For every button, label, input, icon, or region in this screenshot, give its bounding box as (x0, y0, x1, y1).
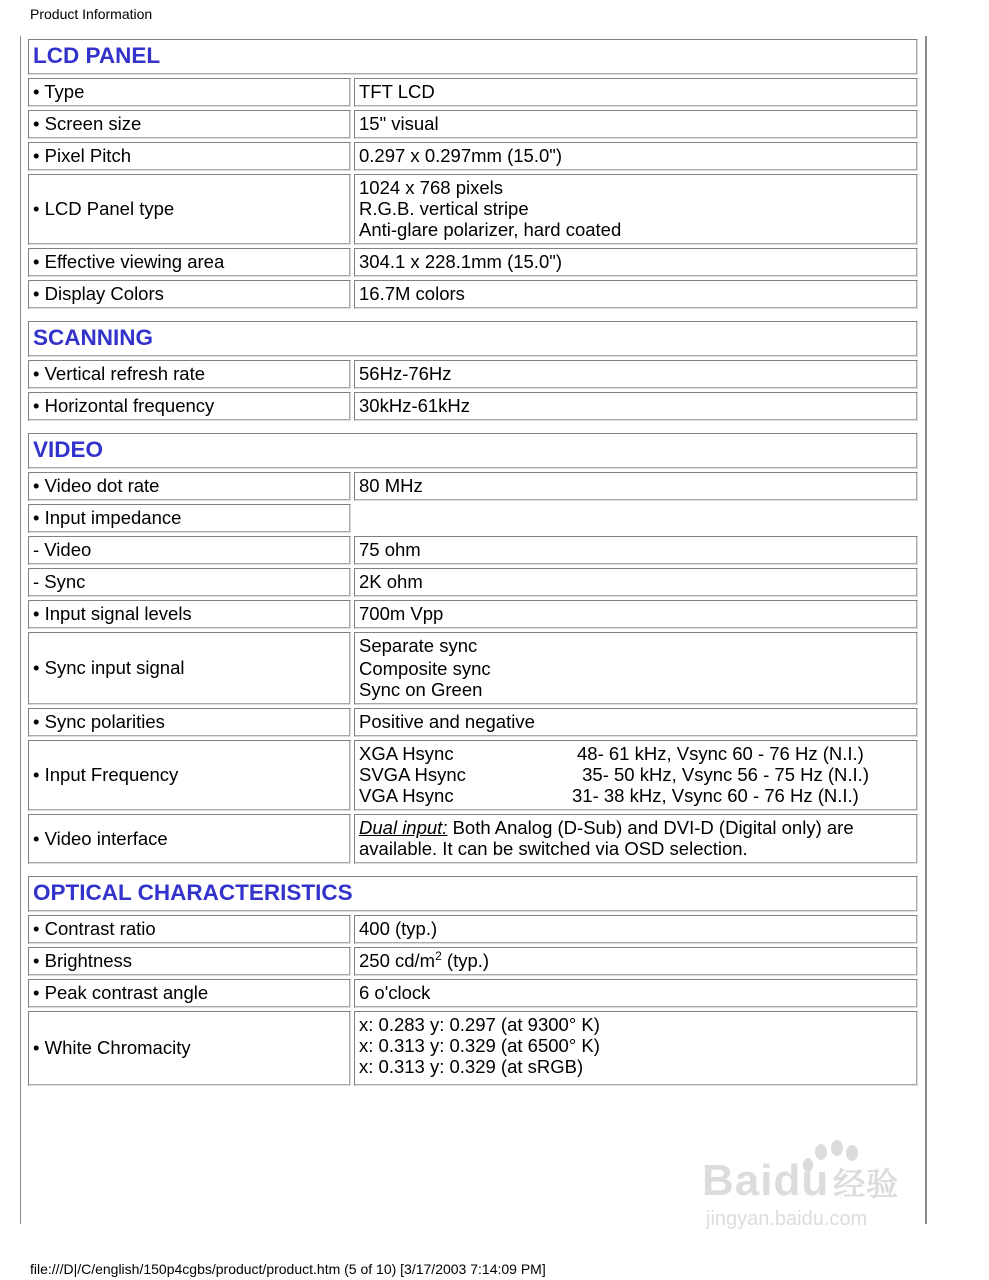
spec-value-line: x: 0.313 y: 0.329 (at 6500° K) (359, 1035, 600, 1056)
spec-row-brightness (28, 947, 918, 976)
spec-row-horizontal-frequency (28, 392, 918, 421)
spec-label: • LCD Panel type (28, 174, 351, 245)
spec-value: 700m Vpp (354, 600, 918, 629)
dual-input-lead: Dual input: (359, 817, 448, 838)
spec-row-input-frequency (28, 740, 918, 811)
spec-label: • Type (28, 78, 351, 107)
spec-value: 6 o'clock (354, 979, 918, 1008)
frequency-mode: SVGA Hsync (359, 764, 466, 785)
spec-label: • Input signal levels (28, 600, 351, 629)
spec-label: • Pixel Pitch (28, 142, 351, 171)
spec-label: • Brightness (28, 947, 351, 976)
watermark-url: jingyan.baidu.com (706, 1208, 868, 1230)
section-title-video: VIDEO (28, 433, 918, 469)
spec-value (354, 174, 918, 245)
spec-row-impedance-sync (28, 568, 918, 597)
spec-value: Positive and negative (354, 708, 918, 737)
baidu-watermark (700, 1140, 930, 1250)
section-row-lcd-panel (28, 39, 918, 75)
frequency-line (359, 785, 913, 806)
spec-row-input-signal-levels (28, 600, 918, 629)
spec-row-vertical-refresh (28, 360, 918, 389)
spec-row-pixel-pitch (28, 142, 918, 171)
spec-row-type (28, 78, 918, 107)
spec-row-video-dot-rate (28, 472, 918, 501)
spec-value-empty (354, 504, 918, 533)
video-interface-text: Both Analog (D-Sub) and DVI-D (Digital only) are available. It can be switched via OSD selection. (359, 817, 854, 859)
section-title-lcd-panel: LCD PANEL (28, 39, 918, 75)
brightness-value: 250 cd/m (359, 950, 436, 971)
content-frame (20, 36, 927, 1224)
spec-row-white-chromacity (28, 1011, 918, 1086)
spec-value: 304.1 x 228.1mm (15.0") (354, 248, 918, 277)
spec-label: • Peak contrast angle (28, 979, 351, 1008)
spec-value-line: x: 0.313 y: 0.329 (at sRGB) (359, 1056, 584, 1077)
spec-row-panel-type (28, 174, 918, 245)
spec-label: • Sync polarities (28, 708, 351, 737)
specification-table (25, 36, 921, 1089)
spec-value: TFT LCD (354, 78, 918, 107)
section-title-optical: OPTICAL CHARACTERISTICS (28, 876, 918, 912)
spec-label: • Input impedance (28, 504, 351, 533)
spec-row-sync-polarities (28, 708, 918, 737)
section-row-scanning (28, 321, 918, 357)
spec-row-peak-contrast-angle (28, 979, 918, 1008)
frequency-range: 35- 50 kHz, Vsync 56 - 75 Hz (N.I.) (577, 764, 869, 785)
spec-value (354, 814, 918, 864)
spec-value-line: x: 0.283 y: 0.297 (at 9300° K) (359, 1014, 600, 1035)
spec-row-contrast-ratio (28, 915, 918, 944)
spec-value-line: Composite sync (359, 658, 491, 679)
spec-row-viewing-area (28, 248, 918, 277)
spec-value: 30kHz-61kHz (354, 392, 918, 421)
spec-label: • Video interface (28, 814, 351, 864)
spec-label: • Input Frequency (28, 740, 351, 811)
watermark-brand: Bai (702, 1156, 774, 1205)
page-footer-path: file:///D|/C/english/150p4cgbs/product/product.htm (5 of 10) [3/17/2003 7:14:09 PM] (30, 1261, 546, 1277)
frequency-mode: VGA Hsync (359, 785, 454, 806)
spec-value (354, 1011, 918, 1086)
spec-label: - Video (28, 536, 351, 565)
spec-row-impedance-video (28, 536, 918, 565)
frequency-mode: XGA Hsync (359, 743, 454, 764)
spec-label: • Vertical refresh rate (28, 360, 351, 389)
spec-value-line: R.G.B. vertical stripe (359, 198, 529, 219)
spec-value (354, 632, 918, 705)
section-title-scanning: SCANNING (28, 321, 918, 357)
spec-label: • White Chromacity (28, 1011, 351, 1086)
page-header-title: Product Information (30, 6, 153, 22)
spec-row-screen-size (28, 110, 918, 139)
spec-label: • Contrast ratio (28, 915, 351, 944)
spec-value-line: Sync on Green (359, 679, 483, 700)
spec-value-line: 1024 x 768 pixels (359, 177, 503, 198)
section-row-video (28, 433, 918, 469)
spec-row-display-colors (28, 280, 918, 309)
brightness-superscript: 2 (435, 949, 442, 963)
spec-value-line: Anti-glare polarizer, hard coated (359, 219, 622, 240)
spec-value: 2K ohm (354, 568, 918, 597)
spec-label: - Sync (28, 568, 351, 597)
spec-label: • Sync input signal (28, 632, 351, 705)
spec-value: 0.297 x 0.297mm (15.0") (354, 142, 918, 171)
frequency-range: 31- 38 kHz, Vsync 60 - 76 Hz (N.I.) (572, 785, 859, 806)
spec-value: 56Hz-76Hz (354, 360, 918, 389)
spec-value (354, 947, 918, 976)
brightness-suffix: (typ.) (441, 950, 490, 971)
spec-value: 15" visual (354, 110, 918, 139)
spec-label: • Effective viewing area (28, 248, 351, 277)
spec-label: • Screen size (28, 110, 351, 139)
spec-label: • Display Colors (28, 280, 351, 309)
spec-label: • Video dot rate (28, 472, 351, 501)
frequency-line (359, 743, 913, 764)
frequency-range: 48- 61 kHz, Vsync 60 - 76 Hz (N.I.) (577, 743, 864, 764)
spec-value (354, 740, 918, 811)
spec-value-line: Separate sync (359, 635, 478, 656)
spec-label: • Horizontal frequency (28, 392, 351, 421)
watermark-brand-cn: 经验 (833, 1166, 900, 1202)
watermark-brand-tail: du (773, 1156, 830, 1205)
frequency-line (359, 764, 913, 785)
spec-value: 16.7M colors (354, 280, 918, 309)
section-row-optical (28, 876, 918, 912)
spec-row-video-interface (28, 814, 918, 864)
spec-value: 400 (typ.) (354, 915, 918, 944)
spec-value: 75 ohm (354, 536, 918, 565)
spec-row-sync-input-signal (28, 632, 918, 705)
spec-row-input-impedance (28, 504, 918, 533)
spec-value: 80 MHz (354, 472, 918, 501)
